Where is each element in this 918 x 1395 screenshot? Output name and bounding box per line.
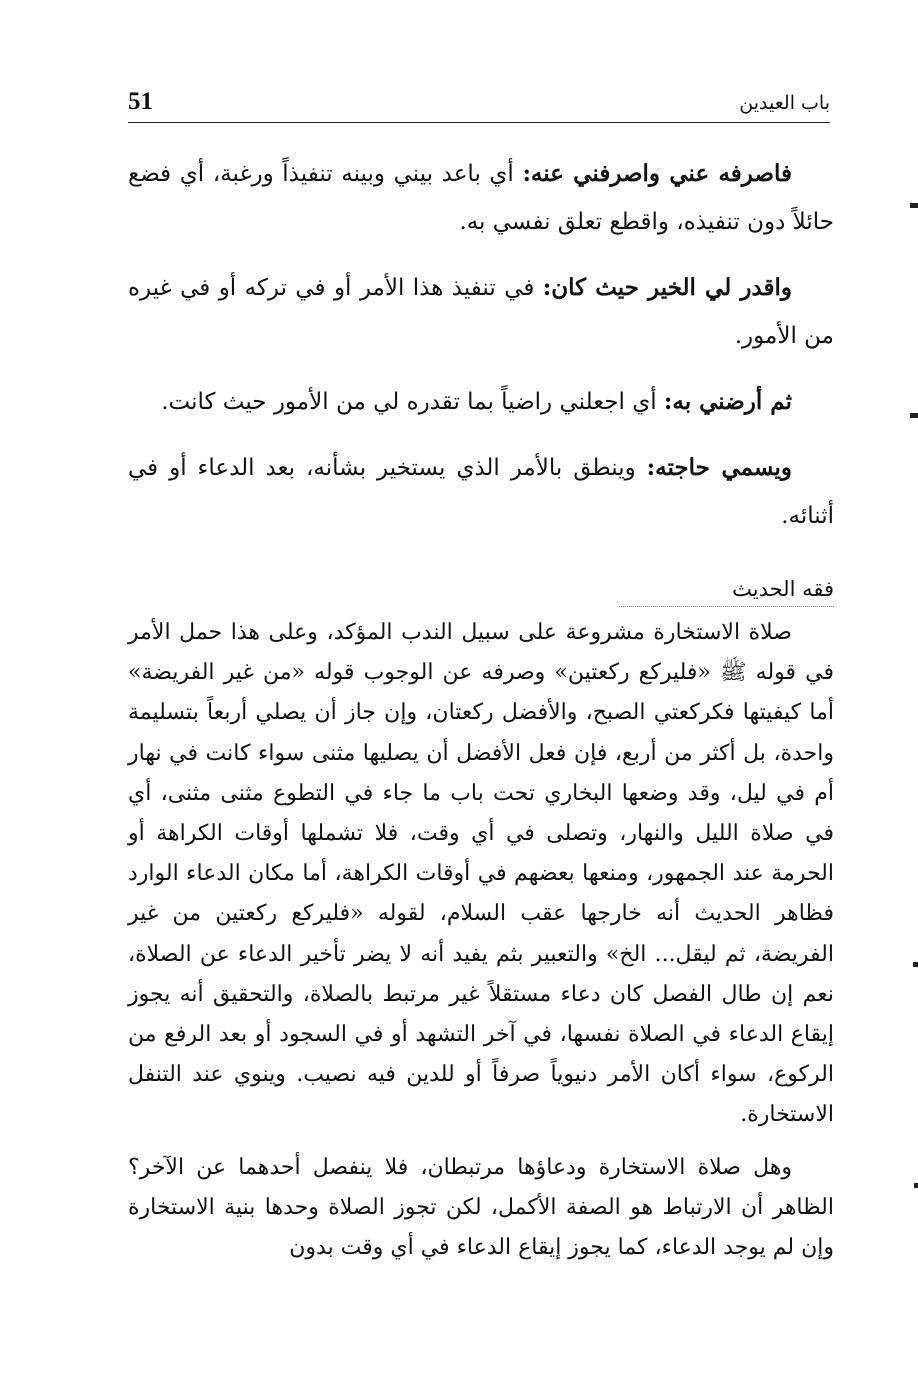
definition-term: واقدر لي الخير حيث كان:	[542, 274, 792, 301]
margin-mark	[910, 203, 918, 208]
definition-text: وينطق بالأمر الذي يستخير بشأنه، بعد الدعاء أو في أثنائه.	[128, 455, 834, 529]
section-heading: فقه الحديث	[619, 572, 834, 607]
definition-term: فاصرفه عني واصرفني عنه:	[522, 160, 793, 187]
page-header	[128, 88, 830, 123]
body-paragraph: صلاة الاستخارة مشروعة على سبيل الندب المؤكد، وعلى هذا حمل الأمر في قوله ﷺ «فليركع ركعتين» وصرفه عن الوجوب قوله «من غير الفريضة» أما كيفيتها فكركعتي الصبح، والأفضل ركعتان، وإن جاز أن يصلي أربعاً بتسليمة واحدة، بل أكثر من أربع، فإن فعل الأفضل أن يصليها مثنى سواء كانت في نهار أم في ليل، وقد وضعها البخاري تحت باب ما جاء في التطوع مثنى مثنى، أي في صلاة الليل والنهار، وتصلى في أي وقت، فلا تشملها أوقات الكراهة أو الحرمة عند الجمهور، ومنعها بعضهم في أوقات الكراهة، أما مكان الدعاء الوارد فظاهر الحديث أنه خارجها عقب السلام، لقوله «فليركع ركعتين من غير الفريضة، ثم ليقل... الخ» والتعبير بثم يفيد أنه لا يضر تأخير الدعاء عن الصلاة، نعم إن طال الفصل كان دعاء مستقلاً غير مرتبط بالصلاة، والتحقيق أنه يجوز إيقاع الدعاء في الصلاة نفسها، في آخر التشهد أو في السجود أو بعد الرفع من الركوع، سواء أكان الأمر دنيوياً صرفاً أو للدين فيه نصيب. وينوي عند التنفل الاستخارة.	[128, 620, 834, 1128]
definition-text: في تنفيذ هذا الأمر أو في تركه أو في غيره من الأمور.	[128, 275, 834, 349]
definition-text: أي باعد بيني وبينه تنفيذاً ورغبة، أي فضع حائلاً دون تنفيذه، واقطع تعلق نفسي به.	[128, 161, 834, 235]
margin-mark	[910, 413, 918, 418]
running-title: باب العيدين	[739, 92, 830, 114]
definition-entry	[128, 150, 834, 246]
definition-term: ثم أرضني به:	[663, 388, 792, 415]
page-number: 51	[128, 88, 153, 115]
margin-mark	[914, 1183, 918, 1188]
page-content	[128, 150, 834, 1280]
definition-entry	[128, 264, 834, 360]
definition-text: أي اجعلني راضياً بما تقدره لي من الأمور حيث كانت.	[161, 389, 664, 415]
margin-mark	[913, 962, 918, 967]
definition-entry	[128, 378, 834, 426]
body-paragraph: وهل صلاة الاستخارة ودعاؤها مرتبطان، فلا ينفصل أحدهما عن الآخر؟ الظاهر أن الارتباط هو الصفة الأكمل، لكن تجوز الصلاة وحدها بنية الاستخارة وإن لم يوجد الدعاء، كما يجوز إيقاع الدعاء في أي وقت بدون	[128, 1154, 834, 1261]
definition-entry	[128, 444, 834, 540]
definition-term: ويسمي حاجته:	[646, 454, 792, 481]
